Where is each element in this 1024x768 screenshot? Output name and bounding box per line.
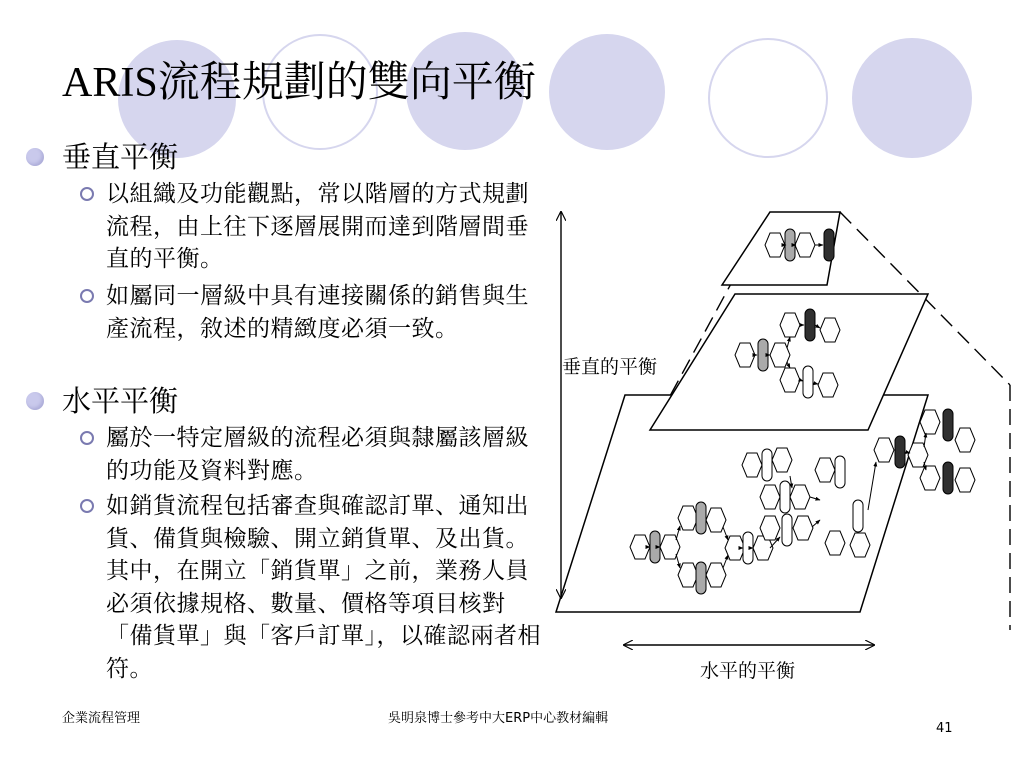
event-node	[908, 443, 928, 467]
event-node	[920, 410, 940, 434]
function-node	[803, 366, 813, 398]
function-node	[835, 456, 845, 488]
event-node	[818, 373, 838, 397]
event-node	[742, 453, 762, 477]
function-node	[805, 309, 815, 341]
event-node	[790, 485, 810, 509]
vertical-balance-label: 垂直的平衡	[562, 356, 658, 378]
event-node	[660, 535, 680, 559]
function-node	[824, 229, 834, 261]
event-node	[706, 563, 726, 587]
function-node	[782, 514, 792, 546]
event-node	[793, 516, 813, 540]
event-node	[772, 448, 792, 472]
function-node	[743, 532, 753, 564]
function-node	[762, 449, 772, 481]
footer-center: 吳明泉博士參考中大ERP中心教材編輯	[388, 711, 609, 726]
function-node	[895, 436, 905, 468]
title-cjk: 流程規劃的雙向平衡	[157, 57, 536, 106]
function-node	[758, 339, 768, 371]
event-node	[780, 313, 800, 337]
function-node	[853, 500, 863, 532]
event-node	[820, 318, 840, 342]
event-node	[706, 508, 726, 532]
bullet-heading: 垂直平衡	[62, 140, 179, 174]
event-node	[630, 535, 650, 559]
event-node	[955, 468, 975, 492]
event-node	[725, 536, 745, 560]
flow-connector	[924, 433, 926, 447]
event-node	[678, 506, 698, 530]
function-node	[943, 462, 953, 494]
function-node	[943, 409, 953, 441]
event-node	[760, 485, 780, 509]
footer-left: 企業流程管理	[62, 711, 141, 726]
page-number: 41	[936, 721, 953, 736]
event-node	[815, 458, 835, 482]
sub-bullet-text: 屬於一特定層級的流程必須與隸屬該層級的功能及資料對應。	[106, 425, 529, 484]
sub-bullet-text: 如銷貨流程包括審查與確認訂單、通知出貨、備貨與檢驗、開立銷貨單、及出貨。其中，在開立「銷貨單」之前，業務人員必須依據規格、數量、價格等項目核對「備貨單」與「客戶訂單」，以確認兩者相符。	[106, 493, 541, 682]
event-node	[678, 563, 698, 587]
event-node	[795, 233, 815, 257]
function-node	[696, 502, 706, 534]
event-node	[920, 466, 940, 490]
sub-bullet-text: 以組織及功能觀點，常以階層的方式規劃流程，由上往下逐層展開而達到階層間垂直的平衡。	[106, 181, 529, 272]
function-node	[780, 481, 790, 513]
sub-bullet-text: 如屬同一層級中具有連接關係的銷售與生產流程，敘述的精緻度必須一致。	[106, 283, 529, 342]
event-node	[760, 516, 780, 540]
bullet-heading: 水平平衡	[62, 384, 179, 418]
horizontal-balance-label: 水平的平衡	[700, 660, 796, 682]
function-node	[696, 562, 706, 594]
event-node	[850, 533, 870, 557]
event-node	[735, 343, 755, 367]
function-node	[785, 229, 795, 261]
event-node	[780, 368, 800, 392]
event-node	[765, 233, 785, 257]
title-latin: ARIS	[62, 60, 158, 106]
event-node	[874, 438, 894, 462]
event-node	[955, 428, 975, 452]
function-node	[650, 531, 660, 563]
event-node	[825, 531, 845, 555]
